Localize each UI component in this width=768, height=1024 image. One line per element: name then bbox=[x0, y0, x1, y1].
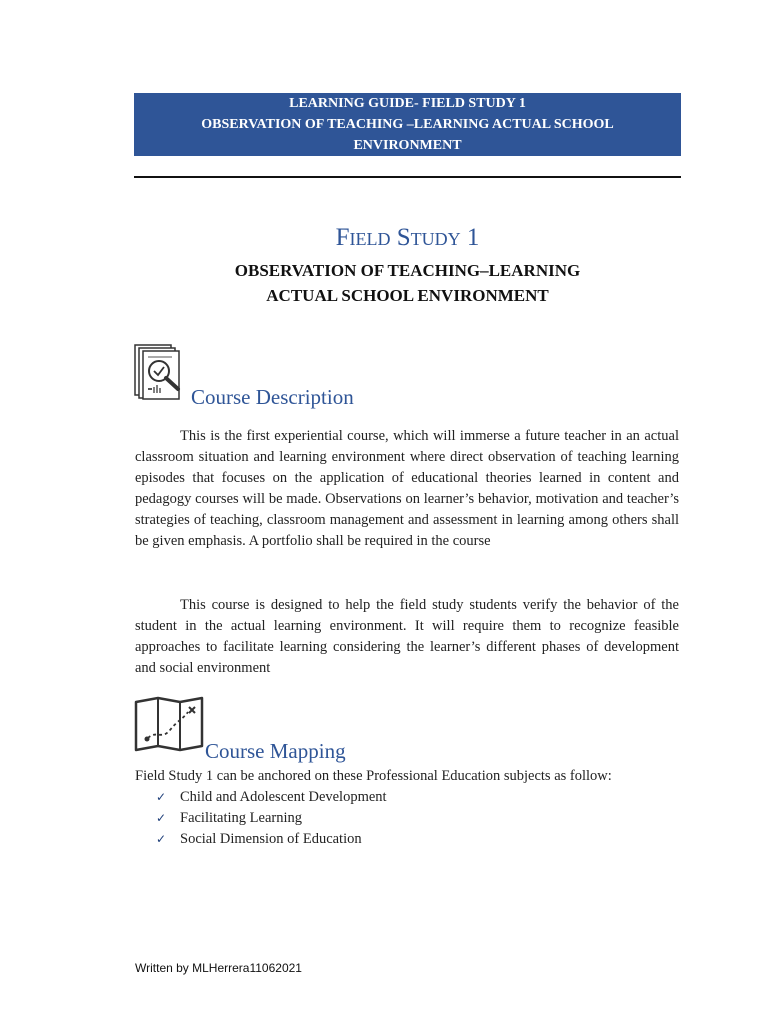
header-line-1: LEARNING GUIDE- FIELD STUDY 1 bbox=[289, 96, 526, 111]
list-item bbox=[156, 808, 387, 829]
course-description-paragraph-1: This is the first experiential course, which will immerse a future teacher in an actual classroom situation and learning environment where direct observation of teaching learning episodes that focuses on the application of educational theories learned in content and pedagogy courses will be made. Observations on learner’s behavior, motivation and teacher’s strategies of teaching, classroom management and assessment in learning among others shall be given emphasis. A portfolio shall be required in the course bbox=[135, 427, 679, 549]
checkmark-icon: ✓ bbox=[156, 832, 167, 846]
subtitle-line-1: OBSERVATION OF TEACHING–LEARNING bbox=[234, 261, 581, 280]
page-title bbox=[134, 224, 681, 252]
header-line-2: OBSERVATION OF TEACHING –LEARNING ACTUAL SCHOOL bbox=[201, 117, 614, 132]
list-item-label: Facilitating Learning bbox=[180, 810, 303, 826]
subject-list bbox=[156, 787, 387, 850]
subtitle-line-2: ACTUAL SCHOOL ENVIRONMENT bbox=[266, 286, 549, 305]
header-divider bbox=[134, 176, 681, 178]
course-mapping-heading: Course Mapping bbox=[205, 739, 346, 763]
checkmark-icon: ✓ bbox=[156, 811, 167, 825]
list-item bbox=[156, 829, 387, 850]
magnifier-document-icon bbox=[134, 343, 188, 401]
header-line-3: ENVIRONMENT bbox=[353, 138, 462, 153]
folded-map-icon bbox=[134, 696, 204, 752]
course-mapping-intro: Field Study 1 can be anchored on these Professional Education subjects as follow: bbox=[135, 768, 612, 784]
list-item-label: Child and Adolescent Development bbox=[180, 789, 387, 805]
footer-author: Written by MLHerrera11062021 bbox=[135, 961, 302, 975]
page-title-text: Field Study 1 bbox=[335, 224, 480, 251]
header-banner bbox=[134, 93, 681, 156]
course-description-heading: Course Description bbox=[191, 385, 354, 409]
list-item bbox=[156, 787, 387, 808]
list-item-label: Social Dimension of Education bbox=[180, 831, 362, 847]
checkmark-icon: ✓ bbox=[156, 790, 167, 804]
page-subtitle bbox=[134, 258, 681, 308]
course-description-paragraph-2: This course is designed to help the field study students verify the behavior of the student in the actual learning environment. It will require them to recognize feasible approaches to facilitate learning considering the learner’s different phases of development and social environment bbox=[135, 596, 679, 676]
